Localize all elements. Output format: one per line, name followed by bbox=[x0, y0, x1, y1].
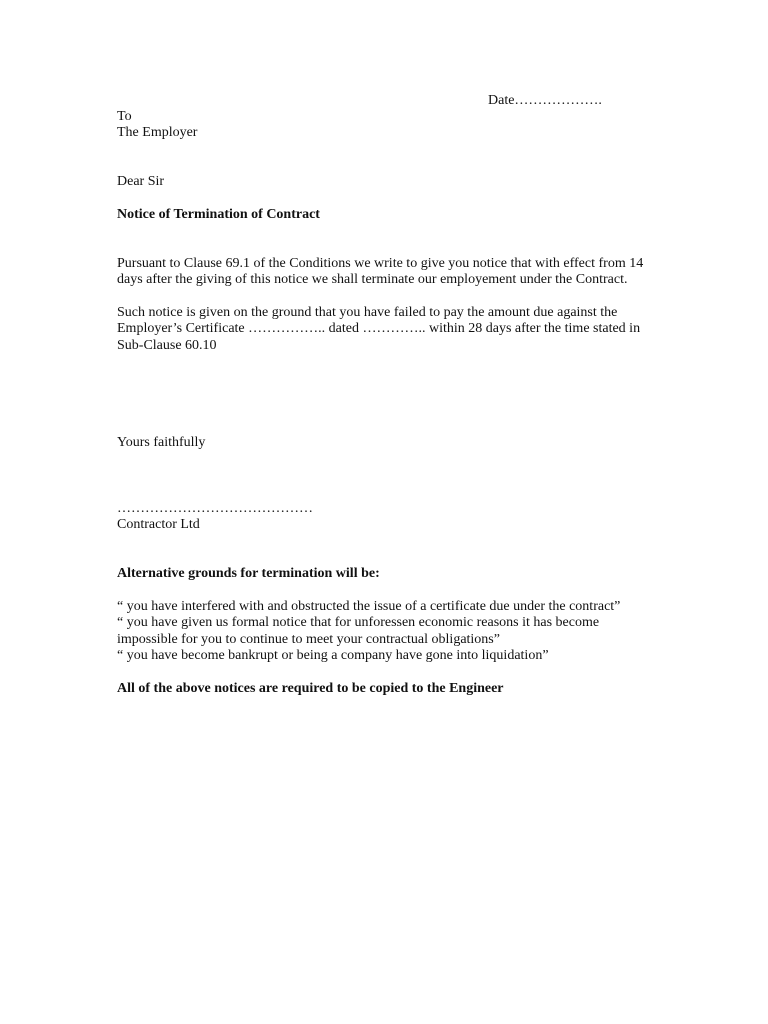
paragraph-1-line-2: days after the giving of this notice we shall terminate our employement under the Contract. bbox=[117, 272, 628, 287]
date-line: Date………………. bbox=[488, 93, 602, 108]
recipient-name: The Employer bbox=[117, 125, 198, 140]
alternative-ground-1: “ you have interfered with and obstructed the issue of a certificate due under the contract” bbox=[117, 599, 621, 614]
paragraph-1-line-1: Pursuant to Clause 69.1 of the Conditions we write to give you notice that with effect from 14 bbox=[117, 256, 644, 271]
subject-heading: Notice of Termination of Contract bbox=[117, 207, 320, 222]
closing: Yours faithfully bbox=[117, 435, 206, 450]
final-note: All of the above notices are required to be copied to the Engineer bbox=[117, 681, 504, 696]
alternative-ground-2-continued: impossible for you to continue to meet your contractual obligations” bbox=[117, 632, 500, 647]
paragraph-2-line-1: Such notice is given on the ground that you have failed to pay the amount due against the bbox=[117, 305, 618, 320]
recipient-to: To bbox=[117, 109, 132, 124]
alternatives-heading: Alternative grounds for termination will be: bbox=[117, 566, 380, 581]
paragraph-2-line-2: Employer’s Certificate …………….. dated ………….. within 28 days after the time stated in bbox=[117, 321, 641, 336]
alternative-ground-2: “ you have given us formal notice that for unforessen economic reasons it has become bbox=[117, 615, 600, 630]
signatory: Contractor Ltd bbox=[117, 517, 200, 532]
signature-line: …………………………………… bbox=[117, 501, 313, 516]
alternative-ground-3: “ you have become bankrupt or being a company have gone into liquidation” bbox=[117, 648, 549, 663]
paragraph-2-line-3: Sub-Clause 60.10 bbox=[117, 338, 217, 353]
salutation: Dear Sir bbox=[117, 174, 165, 189]
